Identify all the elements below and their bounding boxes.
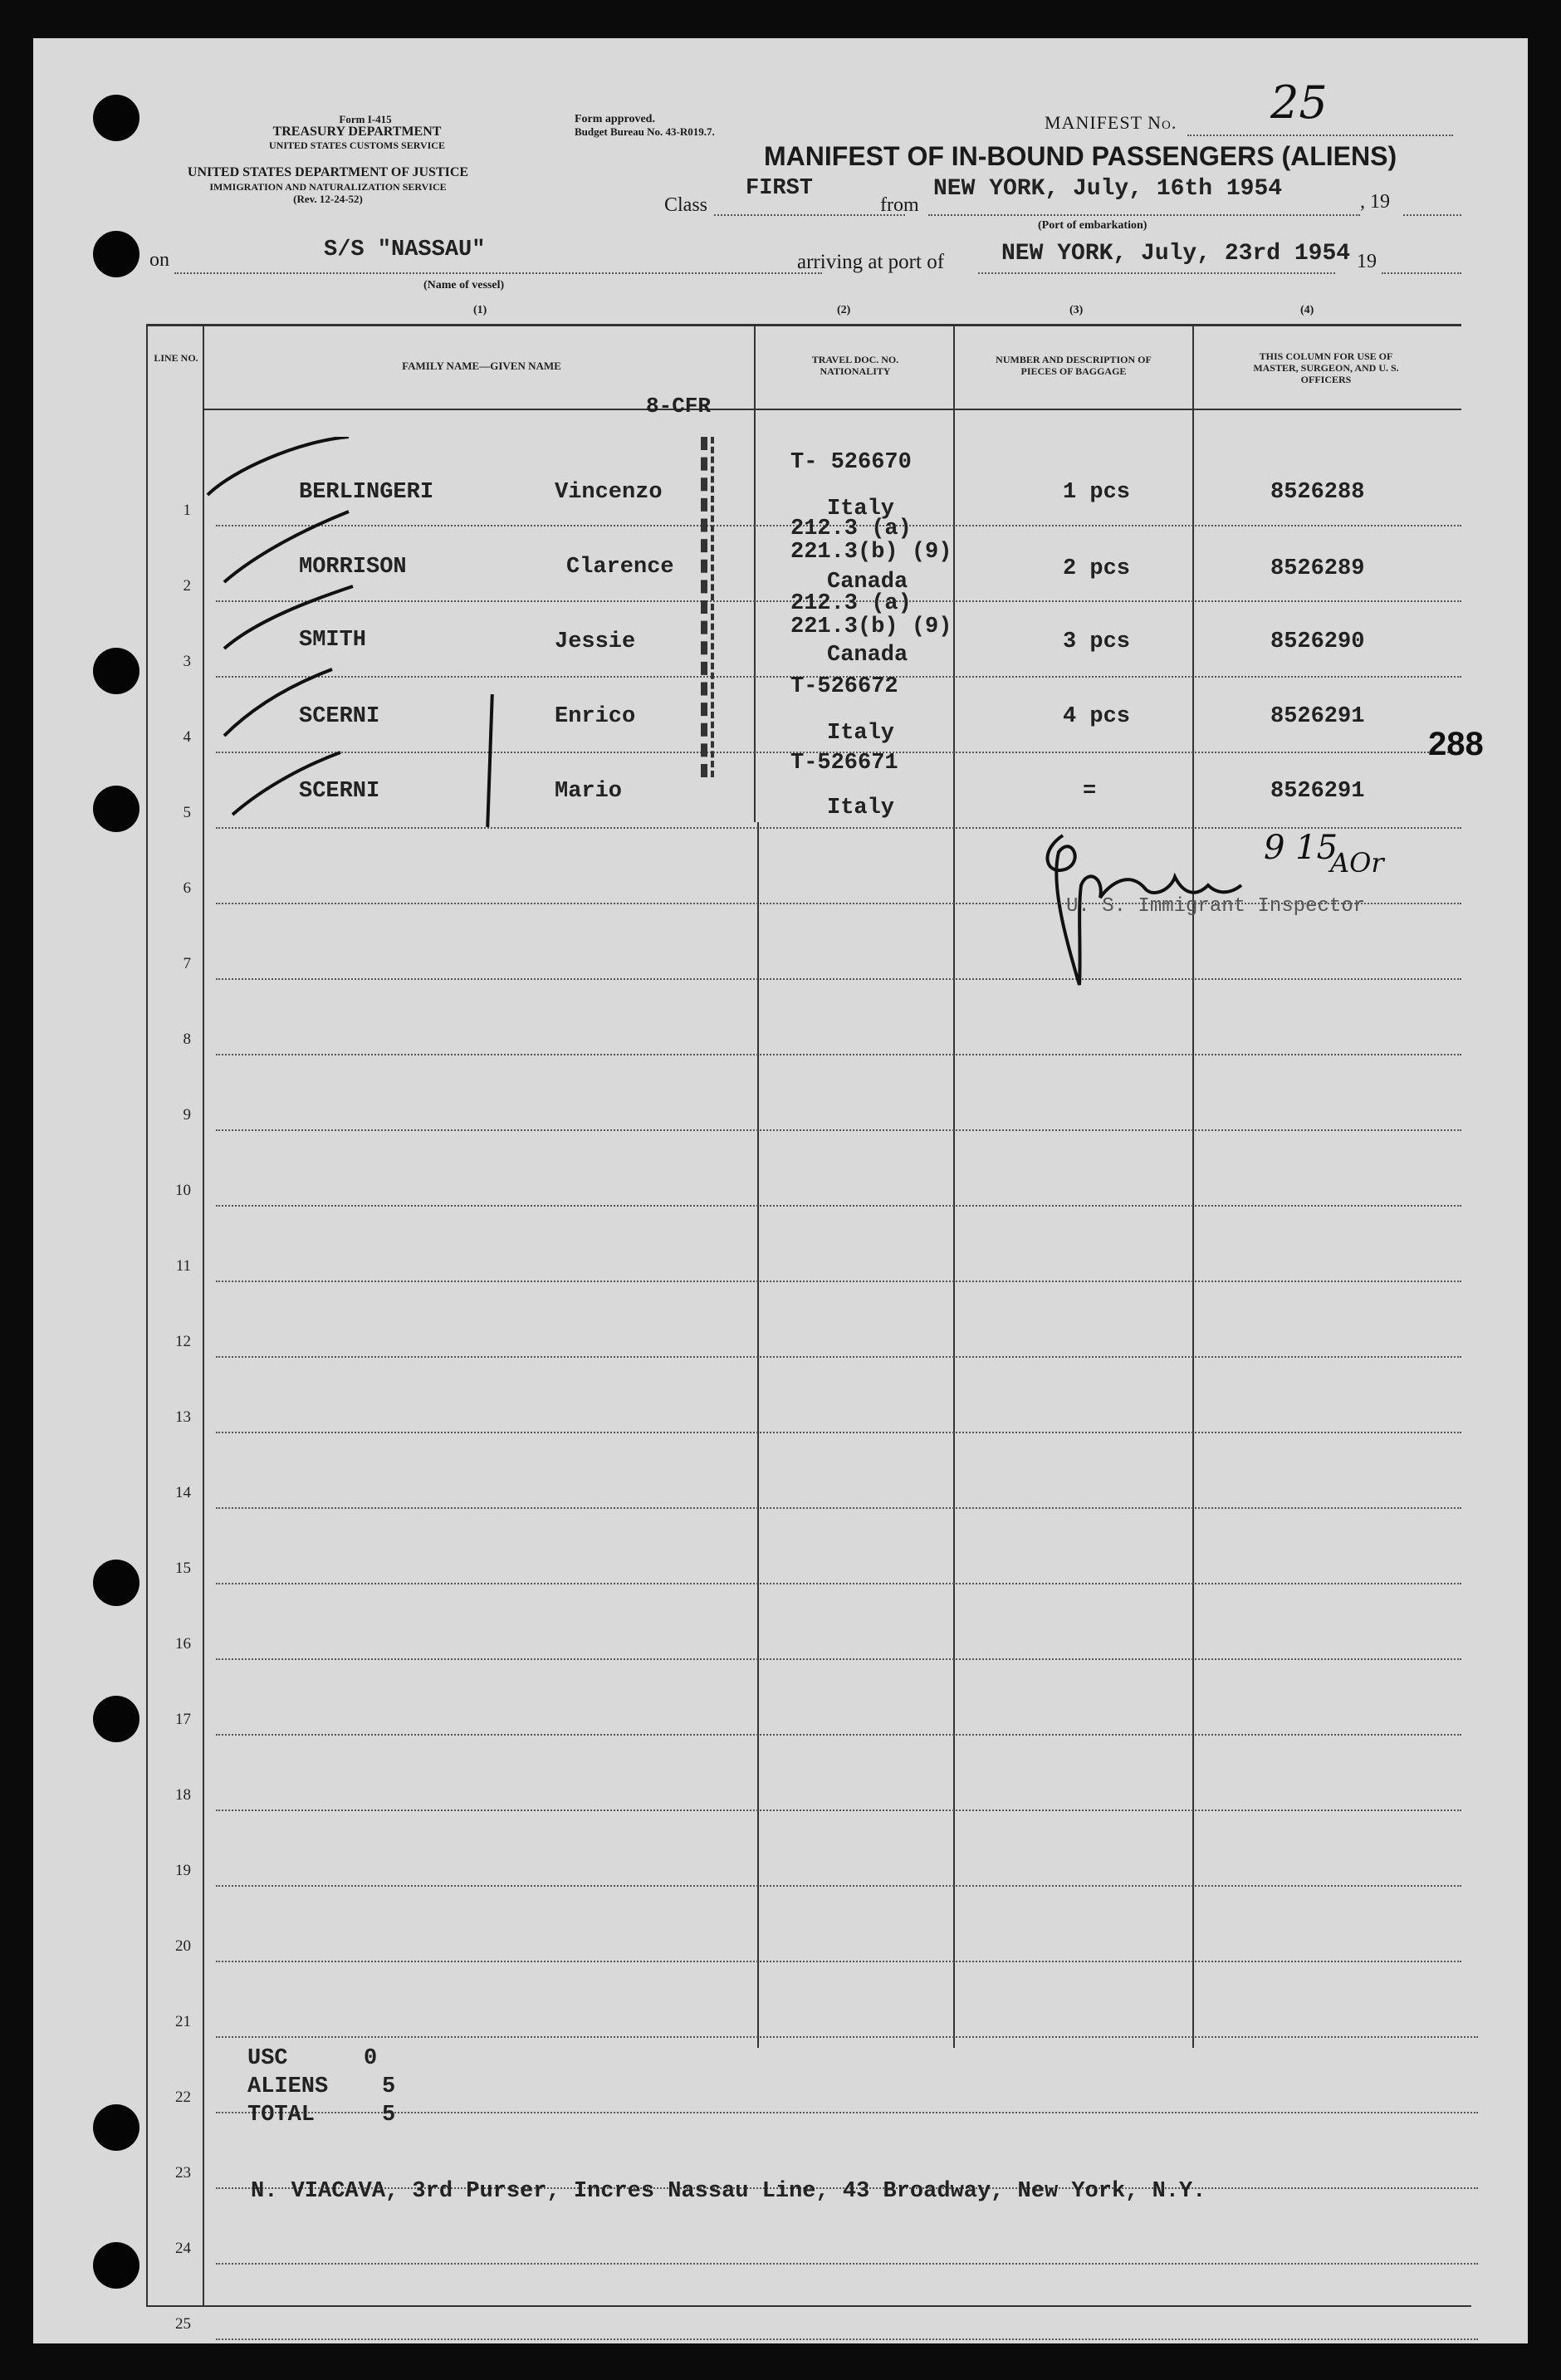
form-number: Form I-415 <box>339 113 392 125</box>
form-approved: Form approved. <box>575 113 655 125</box>
header-rule <box>203 409 1461 410</box>
line-number: 6 <box>183 879 191 897</box>
baggage-count: 4 pcs <box>1063 704 1131 729</box>
vessel-caption: (Name of vessel) <box>423 279 505 291</box>
line-number: 24 <box>175 2240 191 2257</box>
year-label-2: 19 <box>1357 251 1377 272</box>
customs-service: UNITED STATES CUSTOMS SERVICE <box>269 140 445 151</box>
on-label: on <box>149 249 169 271</box>
row-rule <box>216 1356 1461 1358</box>
treasury-department: TREASURY DEPARTMENT <box>272 125 442 139</box>
line-number: 1 <box>183 502 191 519</box>
form-revision: (Rev. 12-24-52) <box>293 193 363 205</box>
given-name: Jessie <box>555 629 636 654</box>
signature-time: 9 15 <box>1264 829 1338 867</box>
line-number: 14 <box>175 1484 191 1501</box>
line-number: 4 <box>183 728 191 746</box>
line-number: 8 <box>183 1031 191 1048</box>
line-number: 20 <box>175 1937 191 1955</box>
check-mark <box>224 669 332 736</box>
binder-hole <box>93 648 139 694</box>
check-mark <box>232 752 340 815</box>
year-dots-1 <box>1403 214 1461 216</box>
check-mark <box>208 437 349 495</box>
line-number: 10 <box>175 1182 191 1199</box>
travel-document: 212.3 (a) <box>790 591 912 616</box>
manifest-page <box>33 38 1528 2343</box>
class-value: FIRST <box>746 176 814 201</box>
table-left-border <box>146 324 148 2305</box>
dashed-bracket <box>711 437 717 777</box>
officer-use-header: THIS COLUMN FOR USE OF MASTER, SURGEON, AND U. S. OFFICERS <box>1253 350 1399 385</box>
totals-usc-value: 0 <box>364 2046 378 2071</box>
line-number: 21 <box>175 2013 191 2030</box>
column-divider-3 <box>1192 324 1194 2048</box>
nationality: Canada <box>827 643 908 668</box>
class-label: Class <box>664 194 708 216</box>
row-rule <box>216 1507 1461 1509</box>
table-bottom-border <box>146 2305 1471 2307</box>
nationality: Canada <box>827 570 908 595</box>
line-number: 11 <box>175 1257 191 1275</box>
baggage-count: 2 pcs <box>1063 556 1131 581</box>
row-rule <box>216 1583 1461 1584</box>
given-name: Clarence <box>566 555 674 580</box>
column-number-2: (2) <box>837 304 851 316</box>
column-divider-1-lower <box>757 822 759 2048</box>
line-number: 12 <box>175 1333 191 1350</box>
class-dots <box>714 214 905 216</box>
binder-hole <box>93 2104 139 2151</box>
year-label-1: , 19 <box>1360 191 1390 213</box>
column-number-4: (4) <box>1300 304 1314 316</box>
travel-document: T-526672 <box>790 674 898 699</box>
column-divider-2 <box>953 324 955 2048</box>
travel-document: T-526671 <box>790 751 898 776</box>
line-number: 13 <box>175 1408 191 1426</box>
vessel-dots <box>174 272 822 274</box>
totals-aliens-value: 5 <box>382 2074 396 2099</box>
purser-line: N. VIACAVA, 3rd Purser, Incres Nassau Line, 43 Broadway, New York, N.Y. <box>251 2179 1206 2204</box>
given-name: Vincenzo <box>555 480 663 505</box>
row-rule <box>216 1885 1461 1887</box>
row-rule <box>216 1961 1461 1962</box>
binder-hole <box>93 95 139 141</box>
totals-total-label: TOTAL <box>247 2103 316 2128</box>
row-rule <box>216 1734 1461 1736</box>
manifest-number-value: 25 <box>1270 76 1328 129</box>
family-name: MORRISON <box>299 555 407 580</box>
line-number: 16 <box>175 1635 191 1653</box>
scerni-bracket-line <box>486 694 494 827</box>
arriving-dots <box>978 272 1335 274</box>
travel-document-code: 221.3(b) (9) <box>790 540 952 565</box>
immigration-service: IMMIGRATION AND NATURALIZATION SERVICE <box>209 181 447 193</box>
line-number: 23 <box>175 2164 191 2182</box>
nationality: Italy <box>827 721 895 746</box>
totals-usc-label: USC <box>247 2046 288 2071</box>
travel-doc-header: TRAVEL DOC. NO. NATIONALITY <box>811 354 899 377</box>
given-name: Mario <box>555 779 623 804</box>
nationality: Italy <box>827 796 895 820</box>
budget-bureau: Budget Bureau No. 43-R019.7. <box>575 125 715 138</box>
from-dots <box>928 214 1360 216</box>
family-name-header: FAMILY NAME—GIVEN NAME <box>402 360 561 372</box>
vessel-name: S/S "NASSAU" <box>324 238 486 262</box>
manifest-number-dots <box>1187 135 1453 136</box>
totals-aliens-label: ALIENS <box>247 2074 329 2099</box>
row-rule <box>216 1432 1461 1433</box>
row-rule <box>216 1054 1461 1055</box>
year-dots-2 <box>1382 272 1461 274</box>
arriving-label: arriving at port of <box>797 251 945 273</box>
officer-number: 8526291 <box>1270 704 1365 729</box>
column-number-1: (1) <box>473 304 487 316</box>
row-rule <box>216 1129 1461 1131</box>
line-number: 25 <box>175 2315 191 2333</box>
binder-hole <box>93 1560 139 1606</box>
row-rule <box>216 1809 1461 1811</box>
totals-total-value: 5 <box>382 2103 396 2128</box>
inspector-stamp: U. S. Immigrant Inspector <box>1066 895 1366 918</box>
signature-initials: AOr <box>1330 847 1384 879</box>
check-mark <box>224 512 349 582</box>
embarkation-port-value: NEW YORK, July, 16th 1954 <box>933 176 1283 202</box>
row-rule <box>216 1658 1461 1660</box>
row-rule <box>216 2338 1478 2340</box>
manifest-number-label: MANIFEST No. <box>1045 112 1177 133</box>
check-marks <box>199 437 415 827</box>
row-rule <box>216 2112 1478 2113</box>
line-number: 18 <box>175 1786 191 1804</box>
baggage-count: 1 pcs <box>1063 480 1131 505</box>
binder-hole <box>93 2242 139 2289</box>
given-name: Enrico <box>555 704 636 729</box>
travel-document: 212.3 (a) <box>790 517 912 541</box>
family-name: SMITH <box>299 628 367 653</box>
baggage-header: NUMBER AND DESCRIPTION OF PIECES OF BAGGAGE <box>996 354 1152 377</box>
check-mark <box>224 586 353 649</box>
row-rule <box>216 2036 1478 2038</box>
officer-number: 8526289 <box>1270 556 1365 581</box>
travel-document-code: 221.3(b) (9) <box>790 615 952 639</box>
officer-number: 8526291 <box>1270 779 1365 804</box>
binder-hole <box>93 1696 139 1742</box>
department-of-justice: UNITED STATES DEPARTMENT OF JUSTICE <box>187 165 469 179</box>
line-number: 17 <box>175 1711 191 1728</box>
arrival-port-value: NEW YORK, July, 23rd 1954 <box>1001 241 1351 267</box>
column-divider-1 <box>754 324 756 822</box>
from-label: from <box>880 194 919 216</box>
officer-number: 8526288 <box>1270 480 1365 505</box>
travel-document: T- 526670 <box>790 450 912 475</box>
cfr-note: 8-CFR <box>646 394 712 419</box>
baggage-count: 3 pcs <box>1063 629 1131 654</box>
margin-note: 288 <box>1428 726 1484 762</box>
column-number-3: (3) <box>1069 304 1084 316</box>
family-name: SCERNI <box>299 779 380 804</box>
line-number: 7 <box>183 955 191 972</box>
row-rule <box>216 1281 1461 1282</box>
family-name: BERLINGERI <box>299 480 434 505</box>
binder-hole <box>93 786 139 832</box>
row-rule <box>216 2263 1478 2265</box>
line-number: 3 <box>183 653 191 670</box>
manifest-title: MANIFEST OF IN-BOUND PASSENGERS (ALIENS) <box>764 141 1397 171</box>
family-name: SCERNI <box>299 704 380 729</box>
row-rule <box>216 1205 1461 1207</box>
line-number-header: LINE NO. <box>154 352 198 364</box>
port-of-embarkation-caption: (Port of embarkation) <box>1038 219 1148 232</box>
line-number: 2 <box>183 577 191 595</box>
table-top-border <box>146 324 1461 326</box>
line-number: 19 <box>175 1862 191 1879</box>
officer-number: 8526290 <box>1270 629 1365 654</box>
binder-hole <box>93 231 139 277</box>
line-number: 15 <box>175 1560 191 1577</box>
line-number: 22 <box>175 2089 191 2106</box>
baggage-count: = <box>1083 779 1097 804</box>
line-number: 5 <box>183 804 191 821</box>
line-number: 9 <box>183 1106 191 1124</box>
nationality: Italy <box>827 497 895 522</box>
